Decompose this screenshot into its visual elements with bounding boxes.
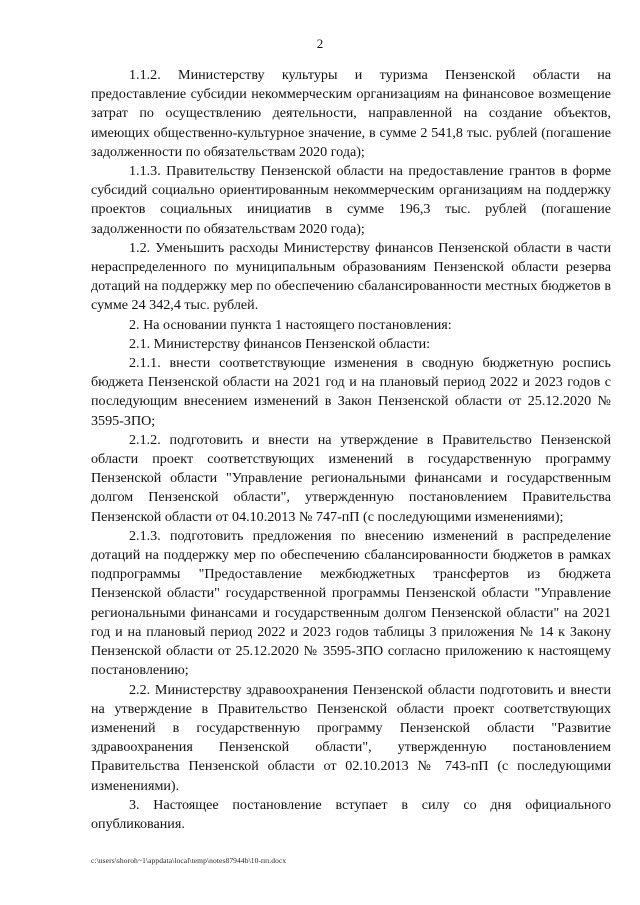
paragraph-2-1-1: 2.1.1. внести соответствующие изменения в сводную бюджетную роспись бюджета Пензенской области на 2021 год и на плановый период 2022 и 2023 годов с последующим внесением изменений в Закон Пензенской области от 25.12.2020 № 3595-ЗПО; (91, 355, 611, 429)
document-body (91, 66, 611, 834)
paragraph-1-1-3: 1.1.3. Правительству Пензенской области на предоставление грантов в форме субсидий социально ориентированным некоммерческим организациям на поддержку проектов социальных инициатив в сумме 196,3 тыс. рублей (погашение задолженности по обязательствам 2020 года); (91, 163, 611, 237)
paragraph-3: 3. Настоящее постановление вступает в силу со дня официального опубликования. (91, 796, 611, 832)
paragraph-2-2: 2.2. Министерству здравоохранения Пензенской области подготовить и внести на утверждение в Правительство Пензенской области проект соответствующих изменений в государственную программу Пензенской области "Развитие здравоохранения Пензенской области", утвержденную постановлением Правительства Пензенской области от 02.10.2013 № 743-пП (с последующими изменениями). (91, 681, 611, 794)
paragraph-1-2: 1.2. Уменьшить расходы Министерству финансов Пензенской области в части нераспределенного по муниципальным образованиям Пензенской области резерва дотаций на поддержку мер по обеспечению сбалансированности местных бюджетов в сумме 24 342,4 тыс. рублей. (91, 239, 611, 314)
footer-file-path: c:\users\shoroh~1\appdata\local\temp\notes87944b\10-пп.docx (91, 856, 287, 865)
paragraph-1-1-2: 1.1.2. Министерству культуры и туризма Пензенской области на предоставление субсидии некоммерческим организациям на финансовое возмещение затрат по осуществлению деятельности, направленной на создание объектов, имеющих общественно-культурное значение, в сумме 2 541,8 тыс. рублей (погашение задолженности по обязательствам 2020 года); (91, 67, 611, 160)
paragraph-2-1-2: 2.1.2. подготовить и внести на утверждение в Правительство Пензенской области проект соответствующих изменений в государственную программу Пензенской области "Управление региональными финансами и государственным долгом Пензенской области", утвержденную постановлением Правительства Пензенской области от 04.10.2013 № 747-пП (с последующими изменениями); (91, 431, 611, 525)
paragraph-2-1-3: 2.1.3. подготовить предложения по внесению изменений в распределение дотаций на поддержку мер по обеспечению сбалансированности бюджетов в рамках подпрограммы "Предоставление межбюджетных трансфертов из бюджета Пензенской области" государственной программы Пензенской области "Управление региональными финансами и государственным долгом Пензенской области" на 2021 год и на плановый период 2022 и 2023 годов таблицы 3 приложения № 14 к Закону Пензенской области от 25.12.2020 № 3595-ЗПО согласно приложению к настоящему постановлению; (91, 527, 611, 679)
paragraph-2: 2. На основании пункта 1 настоящего постановления: (129, 316, 452, 333)
paragraph-2-1: 2.1. Министерству финансов Пензенской области: (129, 335, 431, 352)
page-number: 2 (316, 36, 324, 51)
